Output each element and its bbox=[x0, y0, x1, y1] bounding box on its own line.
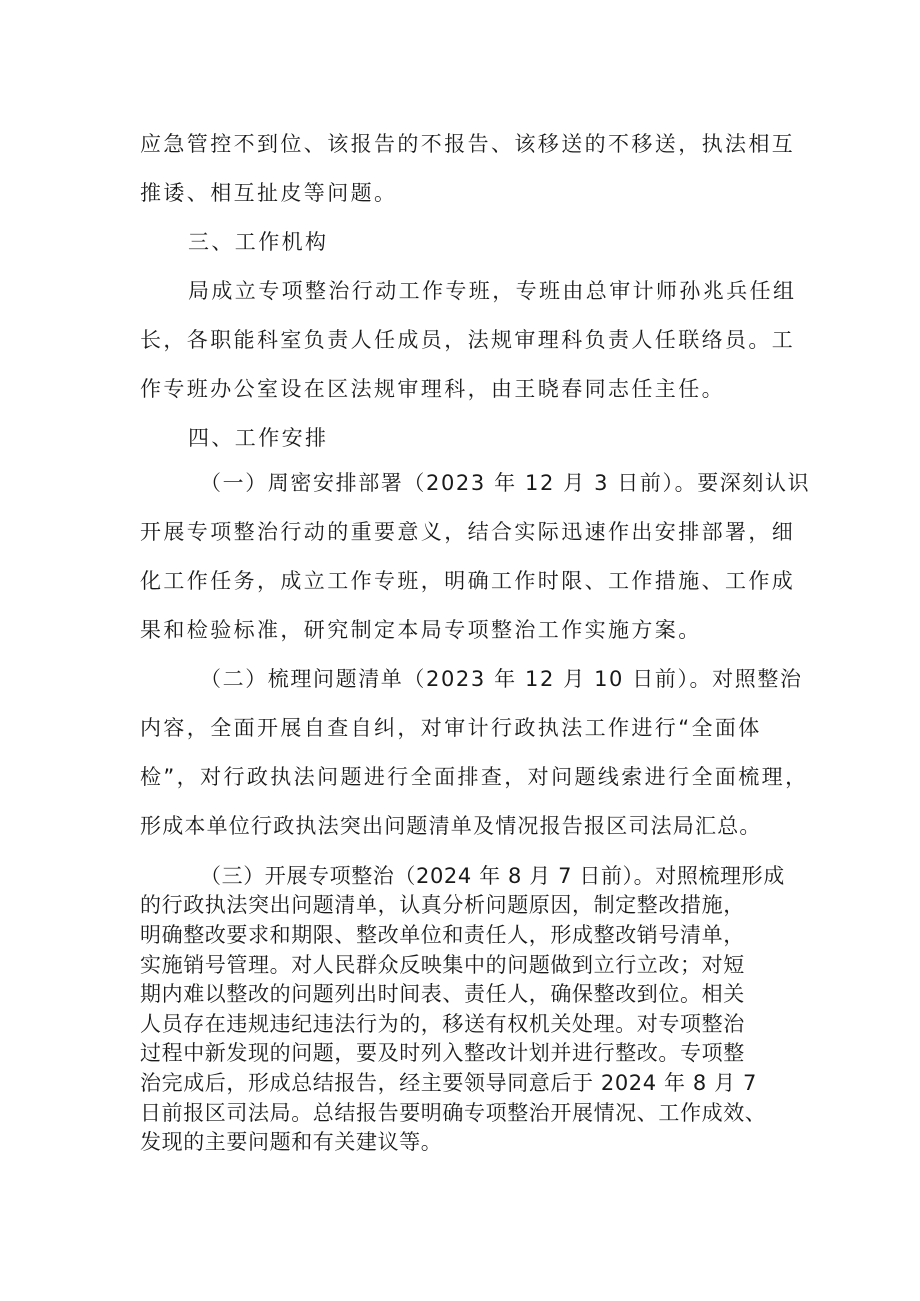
paragraph-step2-line: 检”，对行政执法问题进行全面排查，对问题线索进行全面梳理， bbox=[140, 765, 809, 789]
paragraph-intro-line: 应急管控不到位、该报告的不报告、该移送的不移送，执法相互 bbox=[140, 132, 796, 156]
paragraph-step3-line: 明确整改要求和期限、整改单位和责任人，形成整改销号清单， bbox=[140, 923, 745, 947]
paragraph-step3-line: 人员存在违规违纪违法行为的，移送有权机关处理。对专项整治 bbox=[140, 1012, 745, 1036]
paragraph-step1-line: 化工作任务，成立工作专班，明确工作时限、工作措施、工作成 bbox=[140, 569, 796, 593]
paragraph-step3-line: 过程中新发现的问题，要及时列入整改计划并进行整改。专项整 bbox=[140, 1041, 745, 1065]
paragraph-step2-line: （二）梳理问题清单（2023 年 12 月 10 日前）。对照整治 bbox=[200, 667, 803, 691]
paragraph-step3-line: （三）开展专项整治（2024 年 8 月 7 日前）。对照梳理形成 bbox=[200, 864, 785, 888]
paragraph-intro-line: 推诿、相互扯皮等问题。 bbox=[140, 181, 398, 205]
paragraph-org-line: 局成立专项整治行动工作专班，专班由总审计师孙兆兵任组 bbox=[188, 279, 797, 303]
paragraph-step3-line: 发现的主要问题和有关建议等。 bbox=[140, 1130, 443, 1154]
paragraph-step3-line: 期内难以整改的问题列出时间表、责任人，确保整改到位。相关 bbox=[140, 982, 745, 1006]
paragraph-step3-line: 治完成后，形成总结报告，经主要领导同意后于 2024 年 8 月 7 bbox=[140, 1071, 757, 1095]
section-heading-3: 三、工作机构 bbox=[188, 230, 329, 254]
paragraph-step1-line: 开展专项整治行动的重要意义，结合实际迅速作出安排部署，细 bbox=[140, 520, 796, 544]
paragraph-step2-line: 形成本单位行政执法突出问题清单及情况报告报区司法局汇总。 bbox=[140, 814, 762, 838]
paragraph-step3-line: 实施销号管理。对人民群众反映集中的问题做到立行立改；对短 bbox=[140, 953, 745, 977]
paragraph-step3-line: 日前报区司法局。总结报告要明确专项整治开展情况、工作成效、 bbox=[140, 1101, 767, 1125]
paragraph-org-line: 长，各职能科室负责人任成员，法规审理科负责人任联络员。工 bbox=[140, 328, 796, 352]
paragraph-step1-line: 果和检验标准，研究制定本局专项整治工作实施方案。 bbox=[140, 618, 702, 642]
paragraph-step1-line: （一）周密安排部署（2023 年 12 月 3 日前）。要深刻认识 bbox=[200, 471, 811, 495]
section-heading-4: 四、工作安排 bbox=[188, 426, 329, 450]
paragraph-org-line: 作专班办公室设在区法规审理科，由王晓春同志任主任。 bbox=[140, 377, 725, 401]
paragraph-step2-line: 内容，全面开展自查自纠，对审计行政执法工作进行“全面体 bbox=[140, 716, 762, 740]
paragraph-step3-line: 的行政执法突出问题清单，认真分析问题原因，制定整改措施， bbox=[140, 893, 745, 917]
